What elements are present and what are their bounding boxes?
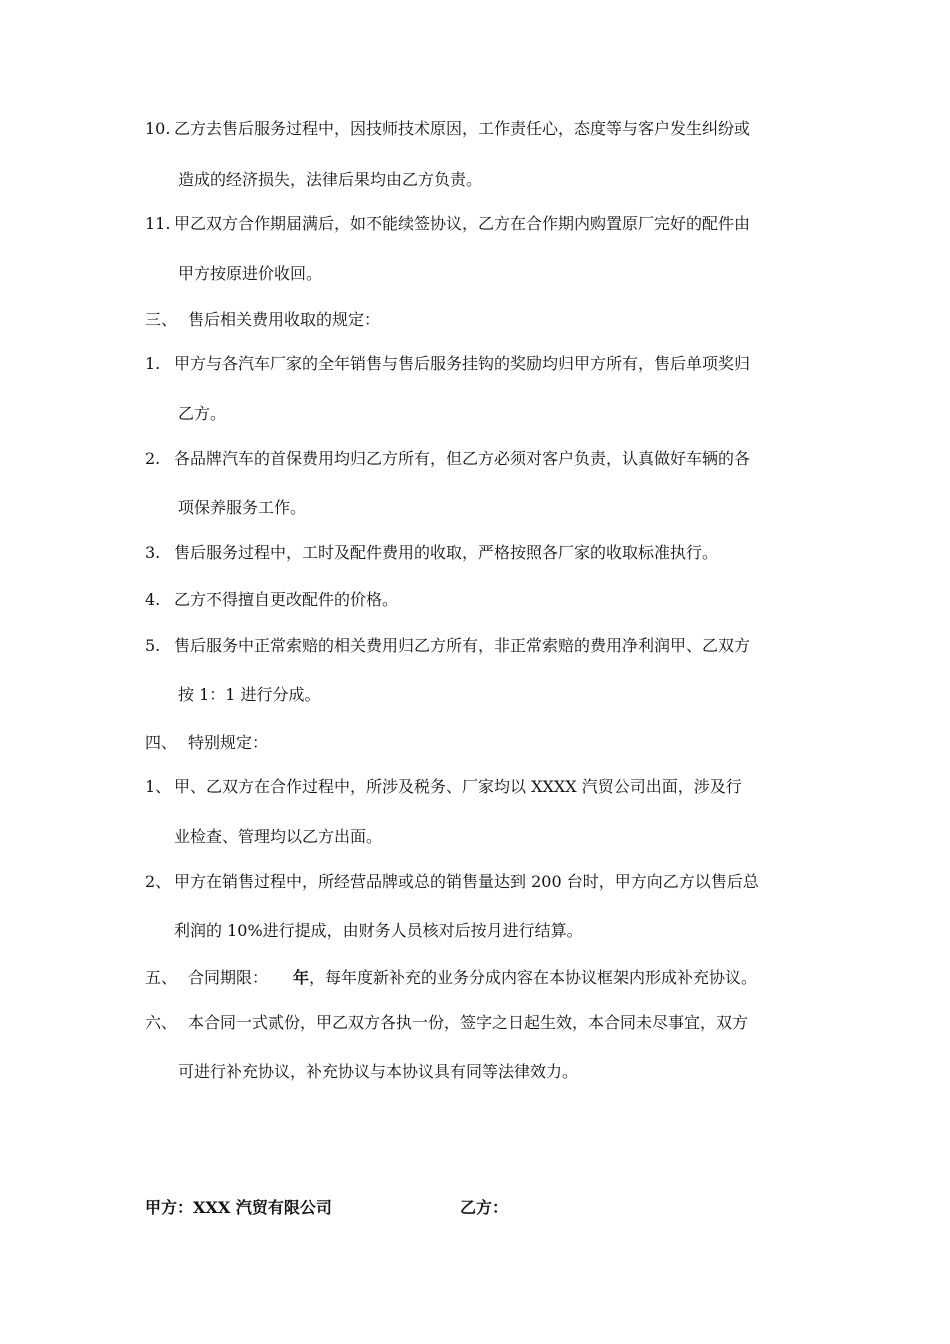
item-11-number: 11.: [145, 214, 171, 233]
section-4-number: 四、: [145, 733, 178, 752]
item-10-number: 10.: [145, 119, 171, 138]
item-10-line2: 造成的经济损失，法律后果均由乙方负责。: [178, 170, 483, 189]
section-5-year: 年: [293, 968, 310, 987]
s4-item-2-line2: 利润的 10%进行提成，由财务人员核对后按月进行结算。: [174, 921, 583, 940]
section-3-title: 售后相关费用收取的规定：: [188, 310, 381, 329]
s3-item-3-number: 3.: [145, 543, 161, 562]
s3-item-2-line1: 各品牌汽车的首保费用均归乙方所有，但乙方必须对客户负责，认真做好车辆的各: [174, 449, 751, 468]
s3-item-5-number: 5.: [145, 636, 161, 655]
s3-item-5-line1: 售后服务中正常索赔的相关费用归乙方所有，非正常索赔的费用净利润甲、乙双方: [174, 636, 751, 655]
section-4-title: 特别规定：: [188, 733, 269, 752]
s3-item-3-line1: 售后服务过程中，工时及配件费用的收取，严格按照各厂家的收取标准执行。: [174, 543, 719, 562]
item-11-line2: 甲方按原进价收回。: [178, 264, 323, 283]
s3-item-4-number: 4.: [145, 590, 161, 609]
s3-item-5-line2: 按 1：1 进行分成。: [178, 685, 321, 704]
s3-item-1-line2: 乙方。: [178, 404, 227, 423]
section-5-number: 五、: [145, 968, 178, 987]
s3-item-2-line2: 项保养服务工作。: [178, 498, 307, 517]
signature-party-a: 甲方：XXX 汽贸有限公司: [145, 1198, 332, 1217]
s3-item-2-number: 2.: [145, 449, 161, 468]
s3-item-1-number: 1.: [145, 354, 161, 373]
s4-item-1-line1: 甲、乙双方在合作过程中，所涉及税务、厂家均以 XXXX 汽贸公司出面，涉及行: [174, 777, 742, 796]
section-6-number: 六、: [145, 1013, 178, 1032]
s4-item-1-number: 1、: [145, 777, 172, 796]
section-3-number: 三、: [145, 310, 178, 329]
s4-item-1-line2: 业检查、管理均以乙方出面。: [174, 827, 383, 846]
section-6-line1: 本合同一式贰份，甲乙双方各执一份，签字之日起生效，本合同未尽事宜，双方: [188, 1013, 749, 1032]
section-6-line2: 可进行补充协议，补充协议与本协议具有同等法律效力。: [178, 1062, 579, 1081]
s3-item-1-line1: 甲方与各汽车厂家的全年销售与售后服务挂钩的奖励均归甲方所有，售后单项奖归: [174, 354, 751, 373]
section-5-text: ，每年度新补充的业务分成内容在本协议框架内形成补充协议。: [309, 968, 758, 987]
s4-item-2-number: 2、: [145, 872, 172, 891]
s4-item-2-line1: 甲方在销售过程中，所经营品牌或总的销售量达到 200 台时，甲方向乙方以售后总: [174, 872, 759, 891]
item-11-line1: 甲乙双方合作期届满后，如不能续签协议，乙方在合作期内购置原厂完好的配件由: [174, 214, 751, 233]
item-10-line1: 乙方去售后服务过程中，因技师技术原因，工作责任心，态度等与客户发生纠纷或: [174, 119, 751, 138]
s3-item-4-line1: 乙方不得擅自更改配件的价格。: [174, 590, 399, 609]
section-5-label: 合同期限：: [188, 968, 269, 987]
signature-party-b: 乙方：: [460, 1198, 509, 1217]
